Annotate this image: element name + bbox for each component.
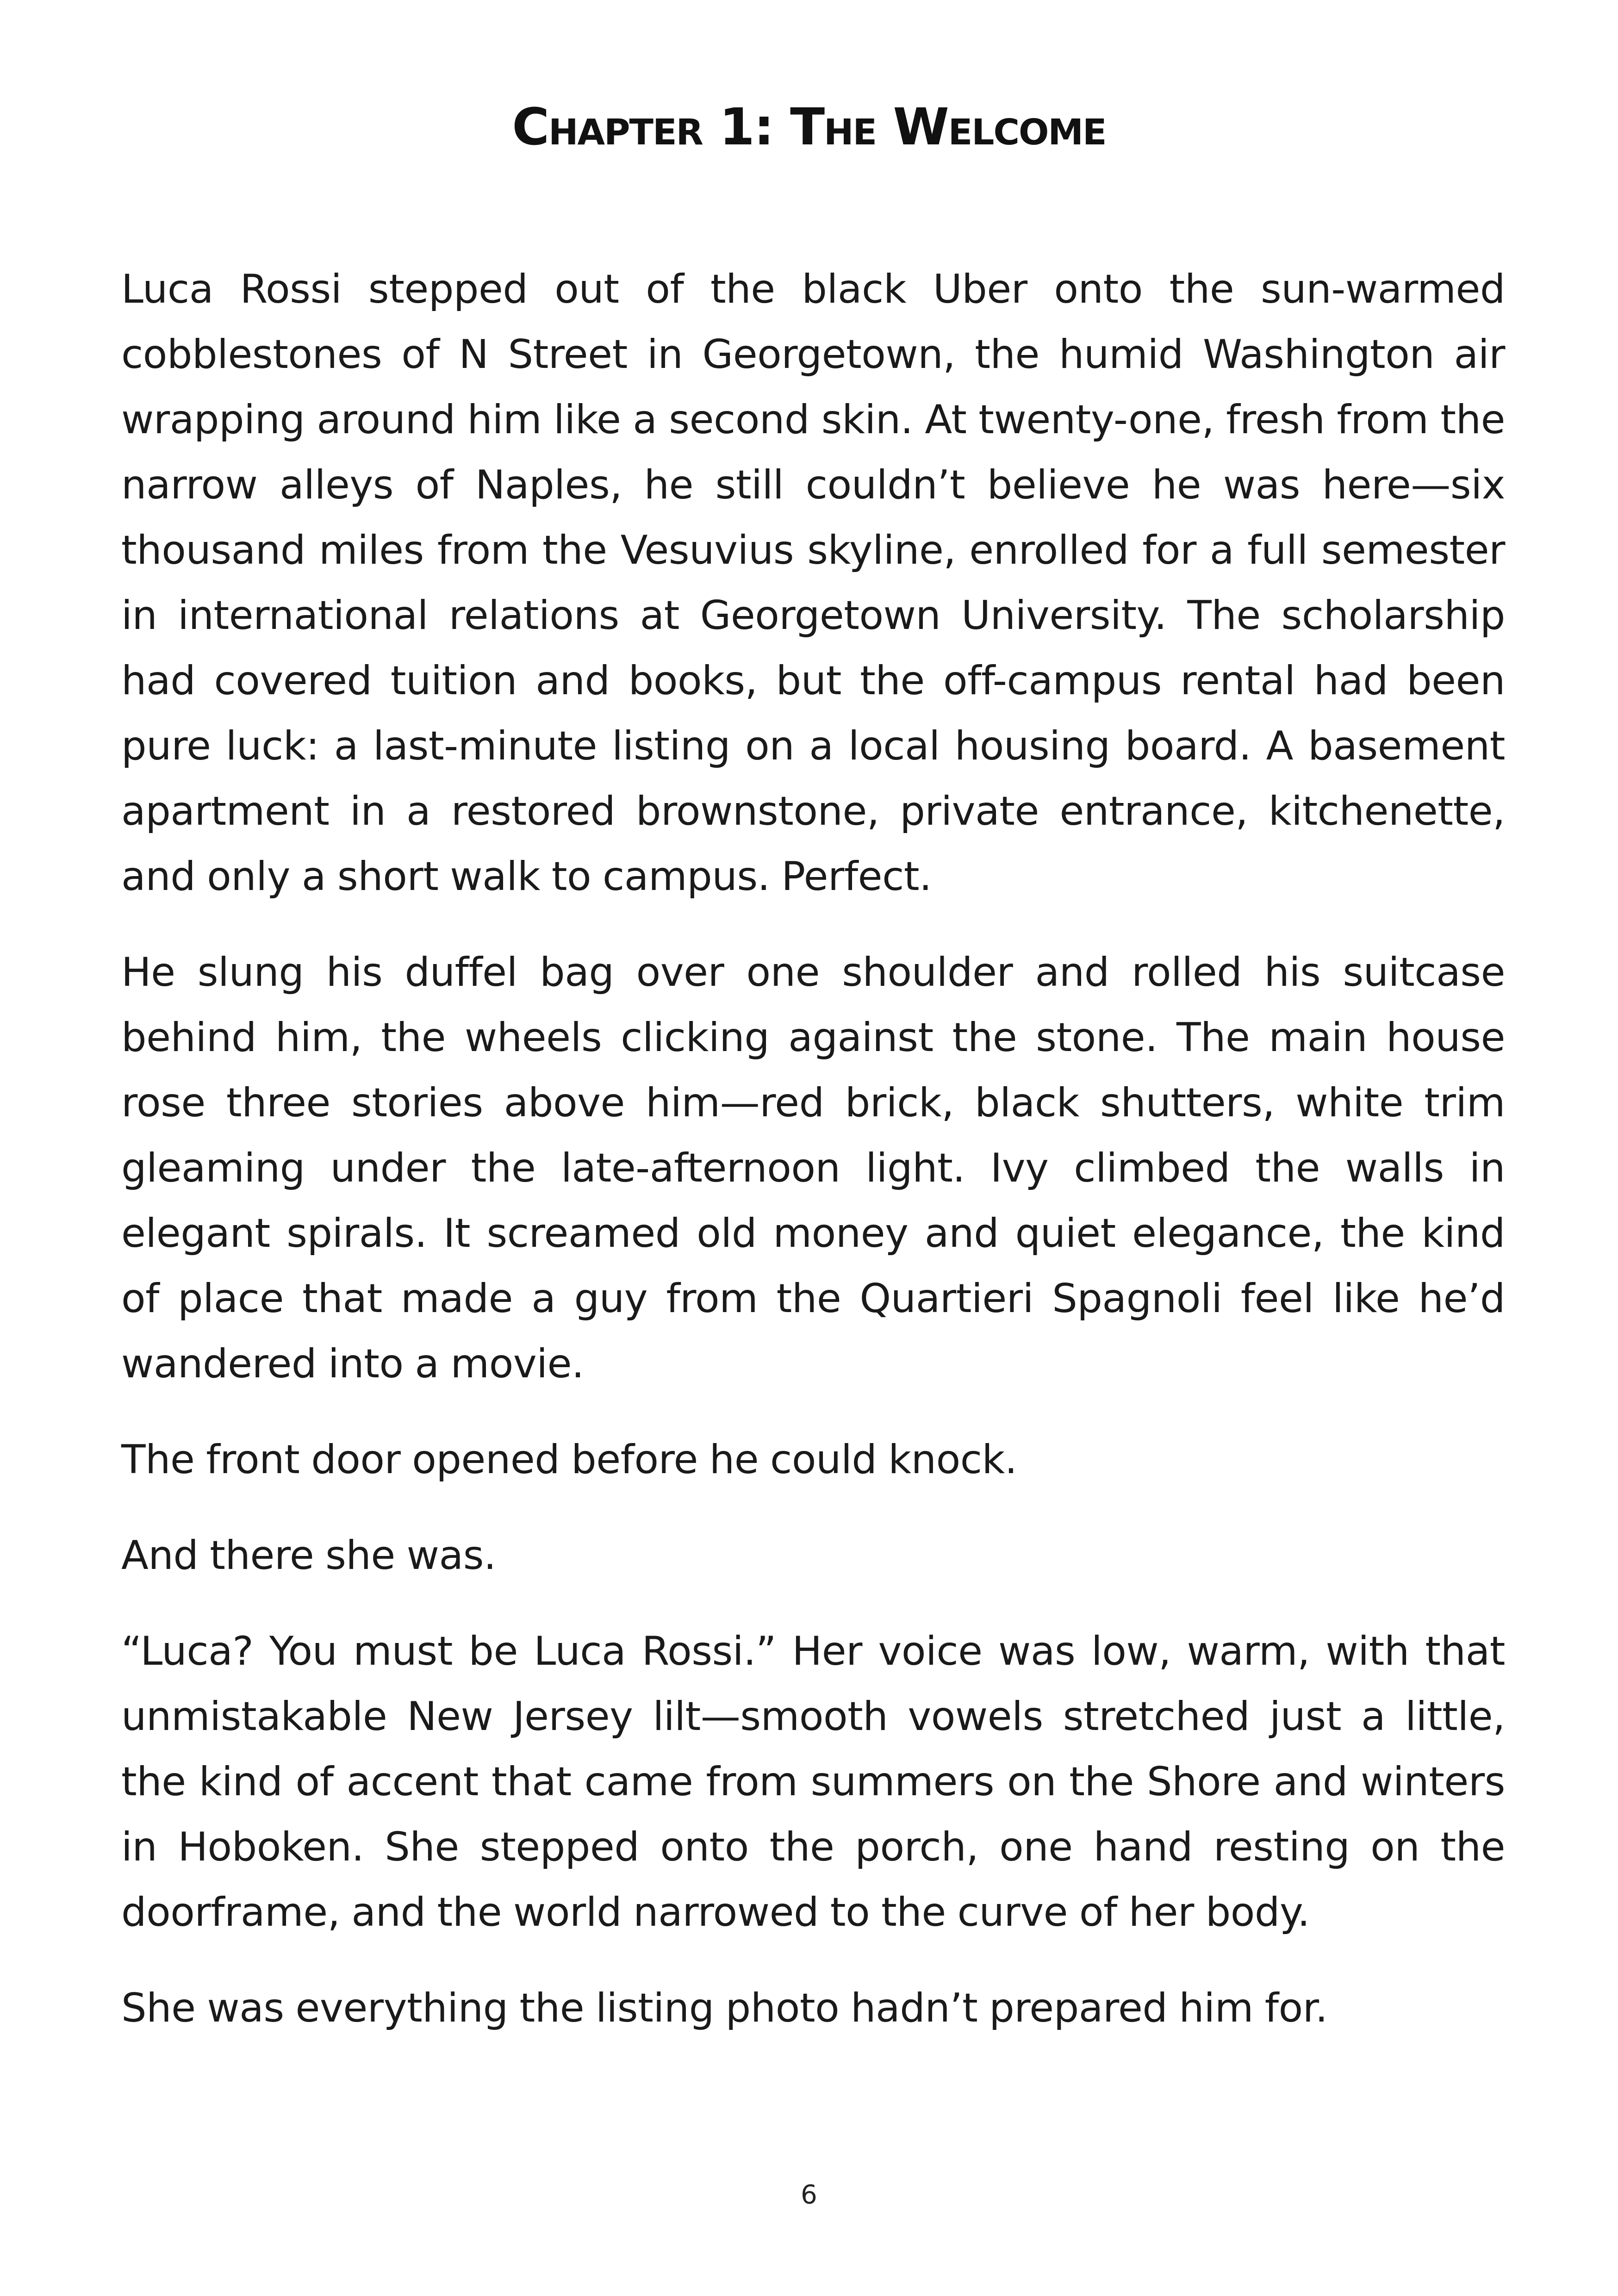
paragraph: Luca Rossi stepped out of the black Uber onto the sun-warmed cobblestones of N Street in Georgetown, the humid Washington air wrapping around him like a second skin. At twenty-one, fresh from the narrow alleys of Naples, he still couldn’t believe he was here—six thousand miles from the Vesuvius skyline, enrolled for a full semester in international relations at Georgetown University. The scholarship had covered tuition and books, but the off-campus rental had been pure luck: a last-minute listing on a local housing board. A basement apartment in a restored brownstone, private entrance, kitchenette, and only a short walk to campus. Perfect.: [121, 266, 1505, 900]
paragraph: The front door opened before he could knock.: [121, 1437, 1017, 1483]
paragraph: “Luca? You must be Luca Rossi.” Her voice was low, warm, with that unmistakable New Jersey lilt—smooth vowels stretched just a little, the kind of accent that came from summers on the Shore and winters in Hoboken. She stepped onto the porch, one hand resting on the doorframe, and the world narrowed to the curve of her body.: [121, 1628, 1505, 1935]
paragraph: And there she was.: [121, 1532, 496, 1579]
page-number: 6: [801, 2180, 817, 2210]
paragraph: He slung his duffel bag over one shoulder and rolled his suitcase behind him, the wheels clicking against the stone. The main house rose three stories above him—red brick, black shutters, white trim gleaming under the late-afternoon light. Ivy climbed the walls in elegant spirals. It screamed old money and quiet elegance, the kind of place that made a guy from the Quartieri Spagnoli feel like he’d wandered into a movie.: [121, 949, 1505, 1387]
chapter-body: [121, 257, 1505, 2041]
chapter-title: Chapter 1: The Welcome: [512, 97, 1106, 156]
paragraph: She was everything the listing photo hadn’t prepared him for.: [121, 1985, 1328, 2031]
